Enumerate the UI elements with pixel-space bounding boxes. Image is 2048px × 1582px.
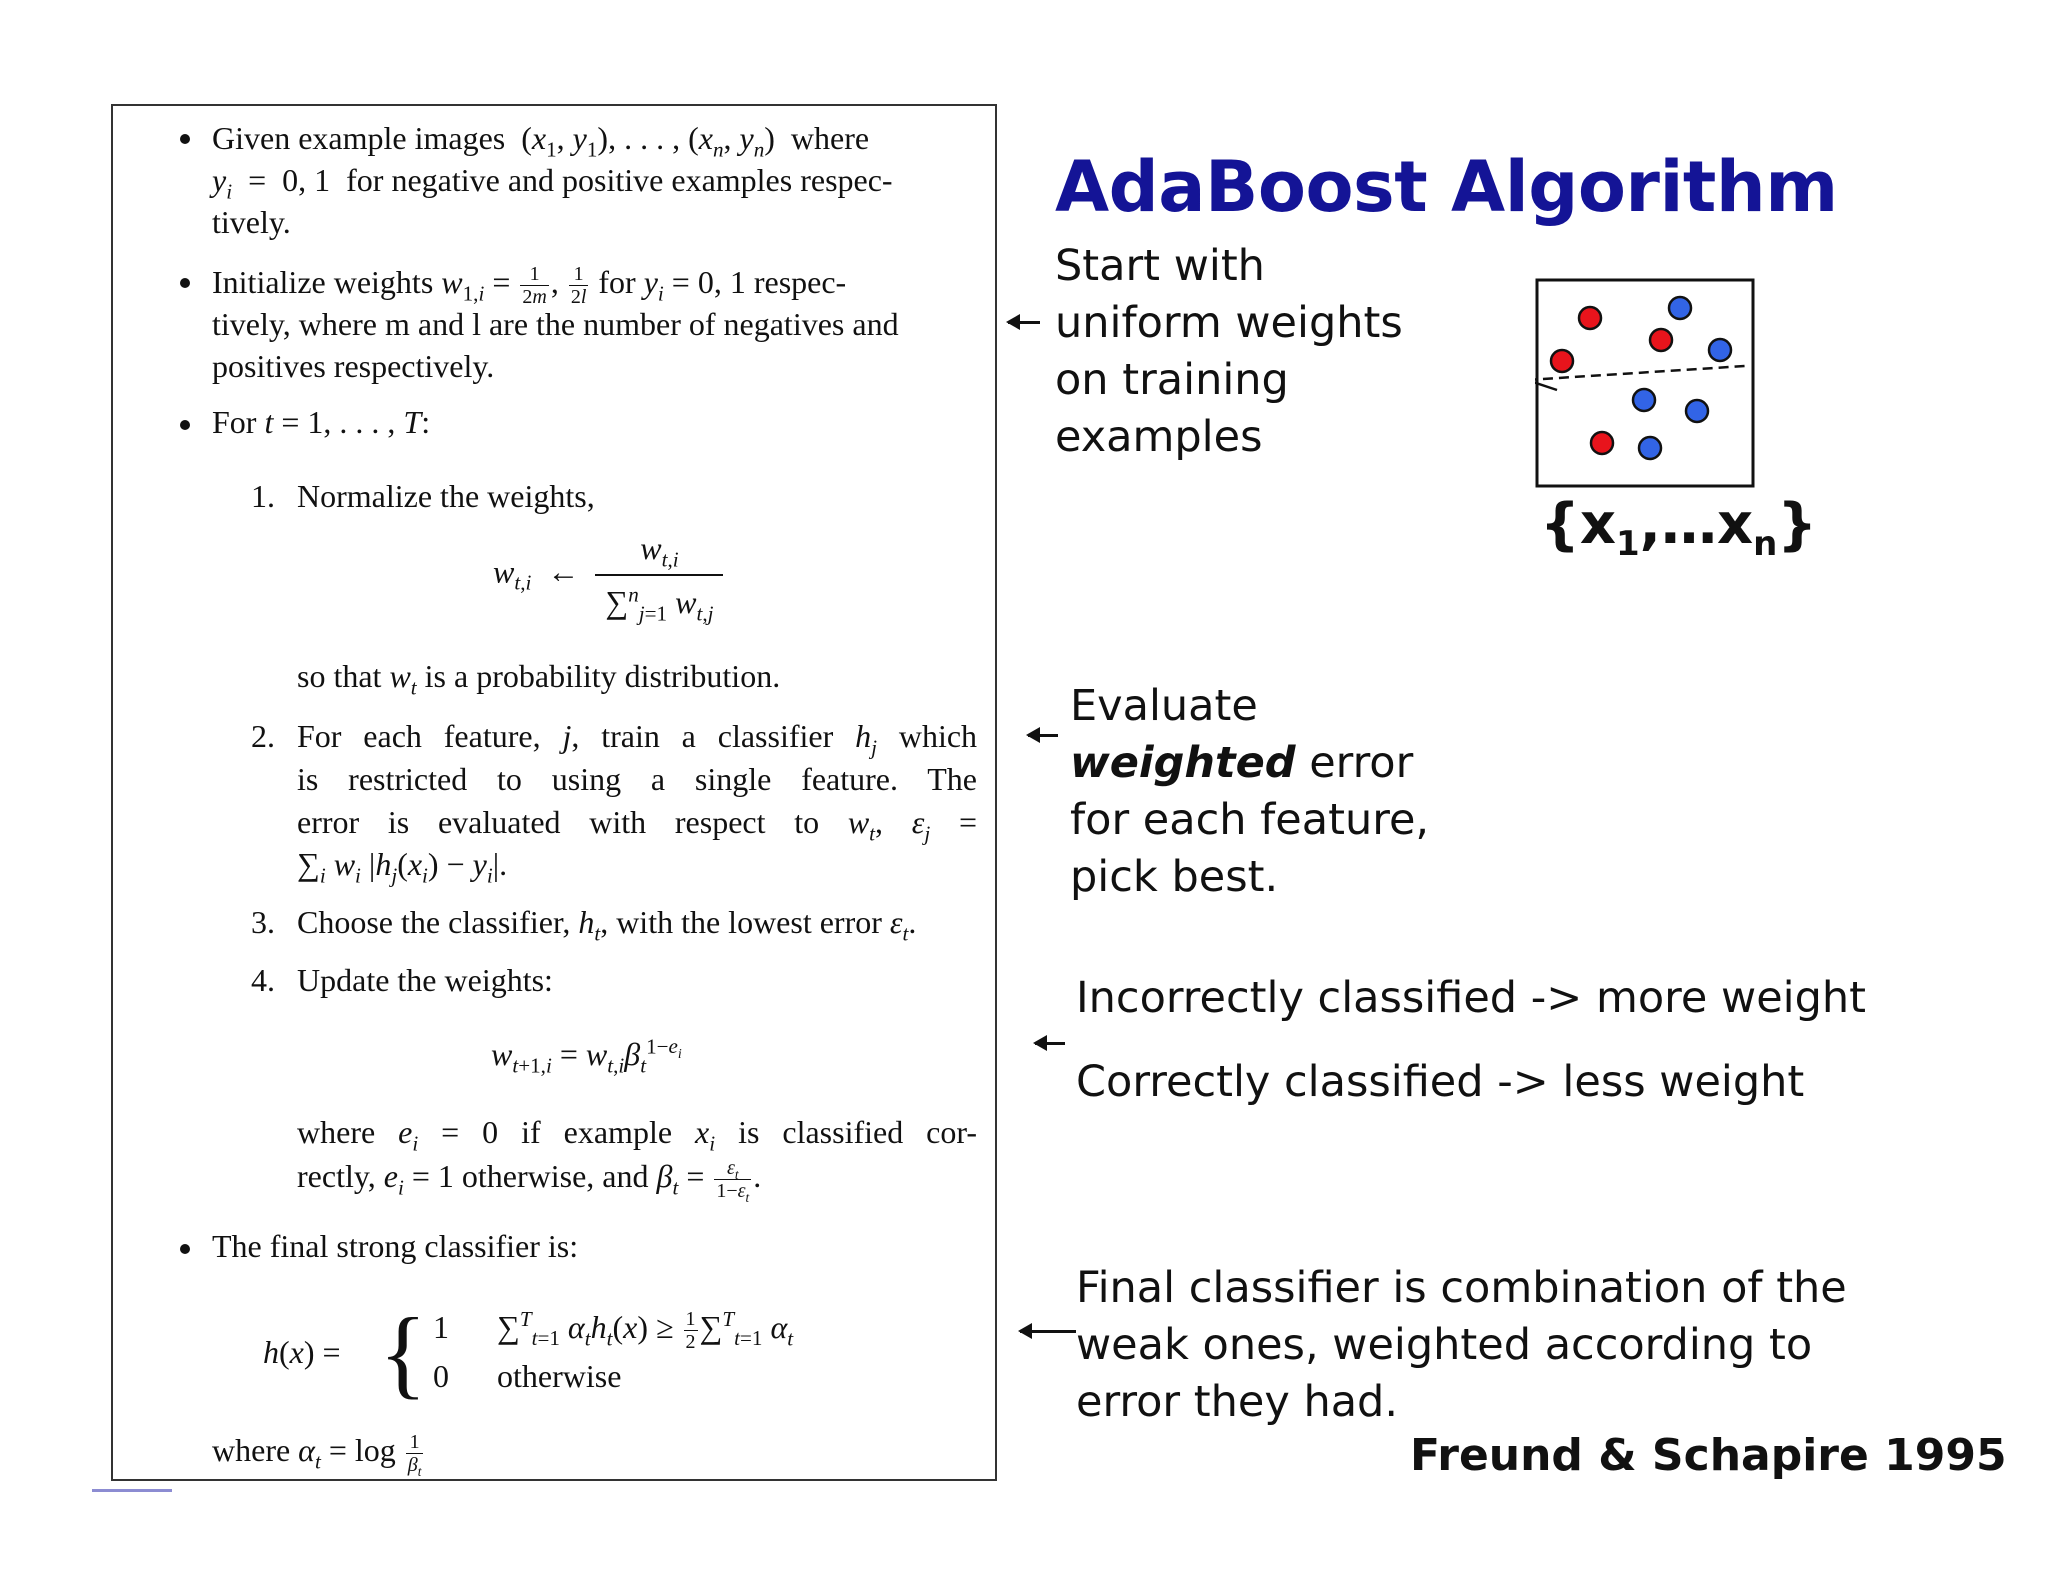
step4-label: 4. bbox=[251, 962, 275, 998]
bullet-given bbox=[180, 134, 190, 144]
init-line-2: tively, where m and l are the number of negatives and bbox=[212, 306, 899, 342]
step1-after: so that $w_t$ is a probability distribution. bbox=[297, 658, 781, 700]
page-title: AdaBoost Algorithm bbox=[1055, 146, 1838, 228]
bullet-final bbox=[180, 1244, 190, 1254]
bullet-initialize bbox=[180, 278, 190, 288]
alpha-definition: where $\alpha_t = \log$ $\frac{1}{\beta_t}$ bbox=[212, 1431, 422, 1480]
slide-underline-mark bbox=[92, 1489, 172, 1492]
step3-text: Choose the classifier, $h_t$, with the lowest error $\varepsilon_t$. bbox=[297, 904, 917, 946]
step1-text: Normalize the weights, bbox=[297, 478, 595, 514]
step2-label: 2. bbox=[251, 718, 275, 754]
note-uniform-weights: Start with uniform weights on training examples bbox=[1055, 241, 1403, 462]
red-example-point bbox=[1650, 329, 1672, 351]
blue-example-point bbox=[1633, 389, 1655, 411]
red-example-point bbox=[1591, 432, 1613, 454]
blue-example-point bbox=[1669, 297, 1691, 319]
given-line-2: $y_i = 0$, 1 for negative and positive examples respec- bbox=[212, 162, 893, 204]
arrow-uniform bbox=[1008, 321, 1040, 324]
arrow-weights bbox=[1035, 1042, 1065, 1045]
step2-line-3: error is evaluated with respect to $w_t$, $\varepsilon_j$ = bbox=[297, 804, 977, 846]
blue-example-point bbox=[1686, 400, 1708, 422]
citation: Freund & Schapire 1995 bbox=[1410, 1430, 2007, 1481]
red-example-point bbox=[1579, 307, 1601, 329]
step4-text: Update the weights: bbox=[297, 962, 553, 998]
note-evaluate: Evaluate weighted error for each feature, pick best. bbox=[1070, 681, 1430, 902]
step4-rectly: rectly, $e_i = 1$ otherwise, and $\beta_t$ = $\frac{\varepsilon_t}{1-\varepsilon_t}$ . bbox=[297, 1157, 762, 1206]
step1-label: 1. bbox=[251, 478, 275, 514]
step2-line-4: $\sum_i$ $w_i$ $|h_j(x_i) - y_i|$. bbox=[297, 846, 508, 888]
init-line-3: positives respectively. bbox=[212, 348, 495, 384]
step2-line-1: For each feature, j, train a classifier $h_j$ which bbox=[297, 718, 978, 760]
given-line-3: tively. bbox=[212, 204, 291, 240]
for-line: For t = 1, . . . , T: bbox=[212, 404, 431, 440]
final-text: The final strong classifier is: bbox=[212, 1228, 579, 1264]
training-set-label: $\{x_1,\dots x_n\}$ bbox=[1540, 492, 1818, 565]
bullet-for bbox=[180, 420, 190, 430]
blue-example-point bbox=[1639, 437, 1661, 459]
given-line-1: Given example images ($x_1$, $y_1$), . . . , ($x_n$, $y_n$) where bbox=[212, 120, 870, 162]
init-line-1: Initialize weights $w_{1,i}$ = $\frac{1}{2m}$ , $\frac{1}{2l}$ for $y_i = 0$, 1 respec- bbox=[212, 263, 847, 309]
arrow-evaluate bbox=[1028, 734, 1058, 737]
note-correct: Correctly classified -> less weight bbox=[1076, 1057, 1805, 1107]
red-example-point bbox=[1551, 350, 1573, 372]
algorithm-box: Given example images ($x_1$, $y_1$), . . . , ($x_n$, $y_n$) where $y_i = 0$, 1 for negative and positive examples respec- tively. Initialize weights $w_{1,i}$ = $\frac{1}{2m}$ , $\frac{1}{2l}$ for $y_i = 0$, 1 respec- tively, where m and l are the number of negatives and positives respectively. For t = 1, . . . , T: 1. Normalize the weights, $w_{t,i}$ ← $\frac{w_{t,i}}{\sum^n_{j=1} w_{t,j}}$ so that $w_t$ is a probability distribution. 2. For each feature, j, train a classifier $h_j$ which is restricted to using a single feature. The error is evaluated with respect to $w_t$, $\varepsilon_j$ = $\sum_i$ $w_i$ $|h_j(x_i) - y_i|$. 3. Choose the classifier, $h_t$, with the lowest error $\varepsilon_t$. 4. Update the weights: $w_{t+1,i} = w_{t,i}\beta_t^{1-e_i}$ where $e_i = 0$ if example $x_i$ is classified cor- rectly, $e_i = 1$ otherwise, and $\beta_t$ = $\frac{\varepsilon_t}{1-\varepsilon_t}$ . The final strong classifier is: h(x) = { 1 ∑$^T_{t=1}$ $\alpha_th_t(x)$ ≥ $\frac{1}{2}$ ∑$^T_{t=1}$ $\alpha_t$ 0 otherwise where $\alpha_t = \log$ $\frac{1}{\beta_t}$ bbox=[111, 104, 997, 1481]
update-equation: $w_{t+1,i} = w_{t,i}\beta_t^{1-e_i}$ bbox=[491, 1034, 682, 1078]
blue-example-point bbox=[1709, 339, 1731, 361]
note-final: Final classifier is combination of the weak ones, weighted according to error they had. bbox=[1076, 1263, 1847, 1427]
normalize-equation: $w_{t,i}$ ← $\frac{w_{t,i}}{\sum^n_{j=1} w_{t,j}}$ bbox=[493, 526, 723, 624]
note-incorrect: Incorrectly classified -> more weight bbox=[1076, 973, 1866, 1023]
step2-line-2: is restricted to using a single feature. The bbox=[297, 761, 977, 797]
training-examples-diagram bbox=[1535, 278, 1757, 490]
step3-label: 3. bbox=[251, 904, 275, 940]
step4-where: where $e_i = 0$ if example $x_i$ is classified cor- bbox=[297, 1114, 978, 1156]
arrow-final bbox=[1020, 1330, 1076, 1333]
